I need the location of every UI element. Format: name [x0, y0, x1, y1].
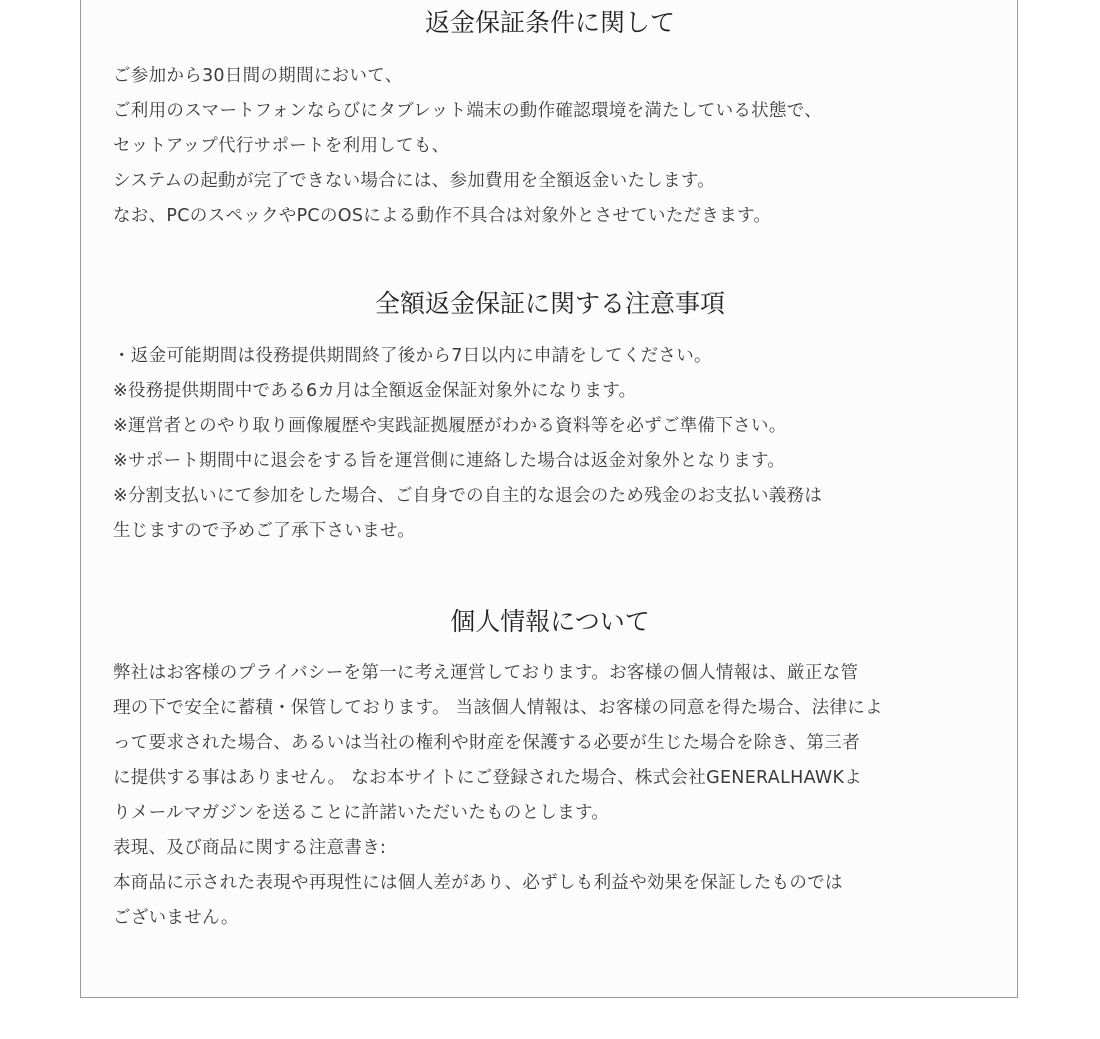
text-line: ※役務提供期間中である6カ月は全額返金保証対象外になります。	[113, 381, 637, 401]
text-line: ※運営者とのやり取り画像履歴や実践証拠履歴がわかる資料等を必ずご準備下さい。	[113, 416, 787, 436]
terms-panel	[80, 0, 1018, 998]
text-line: ※サポート期間中に退会をする旨を運営側に連絡した場合は返金対象外となります。	[113, 451, 786, 471]
text-line: 表現、及び商品に関する注意書き:	[113, 838, 387, 858]
text-line: ・返金可能期間は役務提供期間終了後から7日以内に申請をしてください。	[113, 346, 712, 366]
text-line: 生じますので予めご了承下さいませ。	[113, 521, 416, 541]
text-line: 理の下で安全に蓄積・保管しております。 当該個人情報は、お客様の同意を得た場合、法律によ	[113, 698, 883, 718]
text-line: って要求された場合、あるいは当社の権利や財産を保護する必要が生じた場合を除き、第三者	[113, 733, 860, 753]
text-line: ※分割支払いにて参加をした場合、ご自身での自主的な退会のため残金のお支払い義務は	[113, 486, 823, 506]
section-title-refund-conditions: 返金保証条件に関して	[424, 8, 675, 37]
section-title-refund-notes: 全額返金保証に関する注意事項	[374, 289, 725, 318]
text-line: セットアップ代行サポートを利用しても、	[113, 136, 450, 156]
text-line: ご利用のスマートフォンならびにタブレット端末の動作確認環境を満たしている状態で、	[113, 101, 823, 121]
refund-notes-text	[113, 339, 993, 549]
text-line: なお、PCのスペックやPCのOSによる動作不具合は対象外とさせていただきます。	[113, 206, 772, 226]
privacy-text	[113, 656, 993, 936]
text-line: りメールマガジンを送ることに許諾いただいたものとします。	[113, 803, 610, 823]
text-line: ご参加から30日間の期間において、	[113, 66, 403, 86]
text-line: に提供する事はありません。 なお本サイトにご登録された場合、株式会社GENERALHAWKよ	[113, 768, 863, 788]
text-line: 本商品に示された表現や再現性には個人差があり、必ずしも利益や効果を保証したものでは	[113, 873, 843, 893]
text-line: 弊社はお客様のプライバシーを第一に考え運営しております。お客様の個人情報は、厳正な管	[113, 663, 859, 683]
text-line: システムの起動が完了できない場合には、参加費用を全額返金いたします。	[113, 171, 716, 191]
text-line: ございません。	[113, 908, 239, 928]
refund-conditions-text	[113, 59, 993, 234]
section-title-privacy: 個人情報について	[450, 607, 650, 636]
